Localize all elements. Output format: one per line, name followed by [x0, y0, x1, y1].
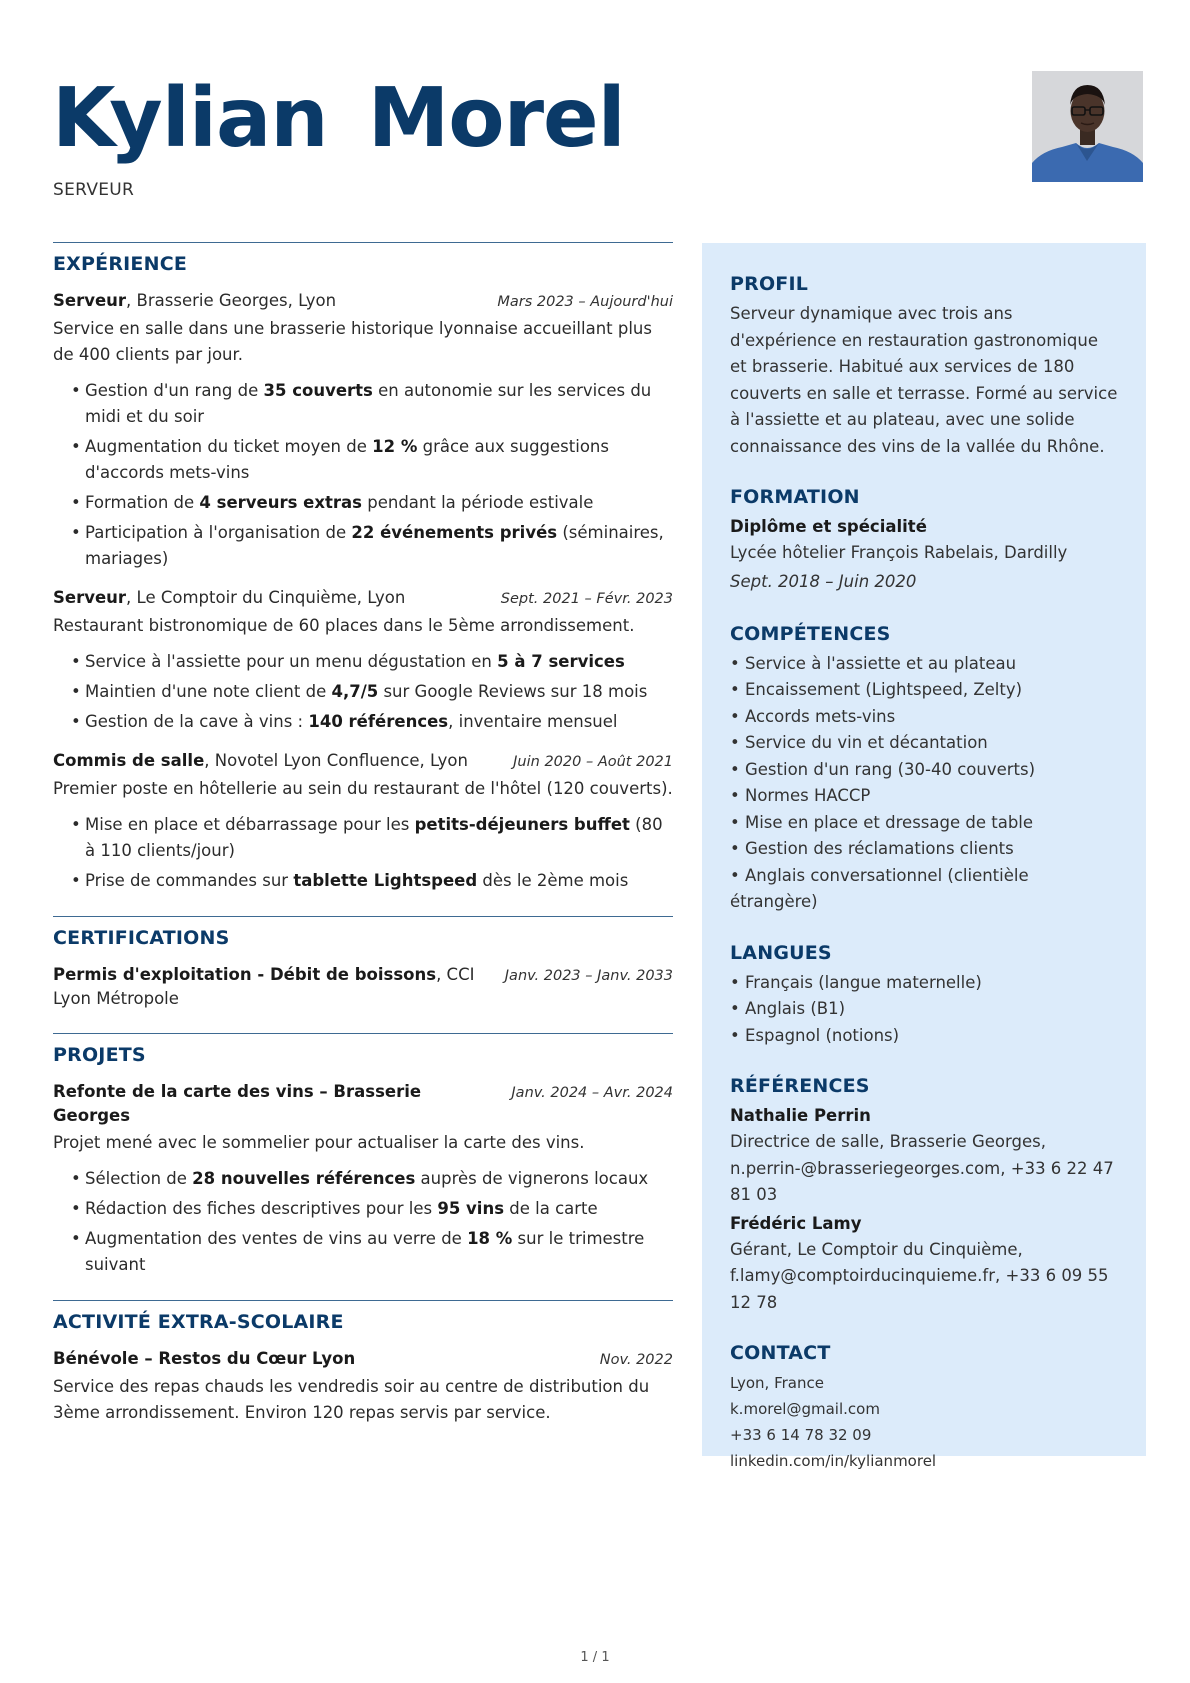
education-school: Lycée hôtelier François Rabelais, Dardilly [730, 543, 1068, 562]
extracurricular-heading: ACTIVITÉ EXTRA-SCOLAIRE [53, 1311, 344, 1333]
entry-place: , Brasserie Georges, Lyon [126, 291, 337, 310]
skill-item: • Gestion d'un rang (30-40 couverts) [730, 759, 1036, 779]
languages-section [730, 942, 1118, 1050]
entry-bullets [71, 378, 673, 572]
profile-photo-image [1032, 71, 1143, 182]
skills-list [730, 651, 1118, 916]
certification-date: Janv. 2023 – Janv. 2033 [504, 968, 673, 984]
contact-linkedin[interactable]: linkedin.com/in/kylianmorel [730, 1452, 937, 1470]
sidebar [702, 243, 1146, 1470]
experience-section [53, 242, 673, 894]
profile-text: Serveur dynamique avec trois ans d'expérience en restauration gastronomique et brasserie. Habitué aux services de 180 couverts en salle et terrasse. Formé au service à l'assiette et au plateau, avec une solide connaissance des vins de la vallée du Rhône. [730, 304, 1118, 456]
profile-heading: PROFIL [730, 273, 809, 295]
bullet-item: • Service à l'assiette pour un menu dégustation en 5 à 7 services [71, 649, 673, 675]
reference-details: Directrice de salle, Brasserie Georges, n.perrin-@brasseriegeorges.com, +33 6 22 47 81 03 [730, 1132, 1114, 1204]
education-date: Sept. 2018 – Juin 2020 [730, 571, 917, 591]
entry-date: Juin 2020 – Août 2021 [513, 754, 673, 770]
entry-description: Service en salle dans une brasserie historique lyonnaise accueillant plus de 400 clients par jour. [53, 319, 652, 364]
bullet-item: • Augmentation du ticket moyen de 12 % grâce aux suggestions d'accords mets-vins [71, 434, 673, 486]
certification-name: Permis d'exploitation - Débit de boissons [53, 965, 437, 984]
certification-issuer: , CCI Lyon Métropole [53, 965, 475, 1008]
bullet-item: • Augmentation des ventes de vins au verre de 18 % sur le trimestre suivant [71, 1226, 673, 1278]
project-title: Refonte de la carte des vins – Brasserie Georges [53, 1082, 422, 1125]
entry-place: , Le Comptoir du Cinquième, Lyon [126, 588, 406, 607]
skills-heading: COMPÉTENCES [730, 622, 891, 645]
entry-place: , Novotel Lyon Confluence, Lyon [204, 751, 468, 770]
first-name: Kylian [52, 71, 328, 166]
entry-role: Serveur [53, 291, 127, 310]
bullet-item: • Gestion d'un rang de 35 couverts en autonomie sur les services du midi et du soir [71, 378, 673, 430]
bullet-item: • Participation à l'organisation de 22 événements privés (séminaires, mariages) [71, 520, 673, 572]
languages-heading: LANGUES [730, 941, 832, 964]
project-description: Projet mené avec le sommelier pour actualiser la carte des vins. [53, 1133, 585, 1152]
bullet-item: • Sélection de 28 nouvelles références auprès de vignerons locaux [71, 1166, 673, 1192]
references-heading: RÉFÉRENCES [730, 1075, 870, 1097]
skill-item: • Gestion des réclamations clients [730, 839, 1014, 858]
entry-description: Premier poste en hôtellerie au sein du restaurant de l'hôtel (120 couverts). [53, 779, 673, 798]
experience-entry [53, 289, 673, 572]
skill-item: • Encaissement (Lightspeed, Zelty) [730, 680, 1023, 699]
reference-name: Nathalie Perrin [730, 1106, 871, 1125]
education-section [730, 486, 1118, 597]
entry-bullets [71, 812, 673, 894]
project-entry [53, 1080, 673, 1278]
profile-photo [1032, 71, 1143, 182]
experience-entry [53, 749, 673, 894]
project-date: Janv. 2024 – Avr. 2024 [511, 1085, 673, 1101]
extracurricular-entry [53, 1347, 673, 1426]
contact-phone[interactable]: +33 6 14 78 32 09 [730, 1426, 872, 1444]
skill-item: • Normes HACCP [730, 786, 871, 805]
reference-details: Gérant, Le Comptoir du Cinquième, f.lamy@comptoirducinquieme.fr, +33 6 09 55 12 78 [730, 1239, 1109, 1312]
certifications-heading: CERTIFICATIONS [53, 927, 230, 949]
contact-email[interactable]: k.morel@gmail.com [730, 1400, 880, 1418]
activity-description: Service des repas chauds les vendredis soir au centre de distribution du 3ème arrondissement. Environ 120 repas servis par service. [53, 1377, 650, 1422]
bullet-item: • Formation de 4 serveurs extras pendant la période estivale [71, 490, 673, 516]
skills-section [730, 623, 1118, 916]
activity-title: Bénévole – Restos du Cœur Lyon [53, 1349, 356, 1368]
projects-heading: PROJETS [53, 1044, 146, 1066]
entry-role: Commis de salle [53, 751, 205, 770]
entry-bullets [71, 649, 673, 735]
extracurricular-section [53, 1300, 673, 1426]
bullet-item: • Maintien d'une note client de 4,7/5 sur Google Reviews sur 18 mois [71, 679, 673, 705]
job-title: SERVEUR [53, 180, 135, 200]
language-item: • Anglais (B1) [730, 999, 846, 1018]
project-bullets [71, 1166, 673, 1278]
language-item: • Espagnol (notions) [730, 1025, 900, 1045]
contact-heading: CONTACT [730, 1342, 831, 1364]
language-item: • Français (langue maternelle) [730, 972, 982, 992]
entry-date: Mars 2023 – Aujourd'hui [497, 294, 673, 310]
main-column [53, 242, 673, 1448]
entry-date: Sept. 2021 – Févr. 2023 [500, 591, 673, 607]
education-degree: Diplôme et spécialité [730, 517, 927, 536]
skill-item: • Mise en place et dressage de table [730, 812, 1034, 832]
bullet-item: • Gestion de la cave à vins : 140 références, inventaire mensuel [71, 709, 673, 735]
skill-item: • Accords mets-vins [730, 706, 896, 726]
languages-list [730, 970, 1118, 1050]
reference-name: Frédéric Lamy [730, 1213, 862, 1233]
page-number: 1 / 1 [580, 1650, 610, 1665]
experience-heading: EXPÉRIENCE [53, 253, 188, 275]
references-section [730, 1075, 1118, 1316]
candidate-name [52, 71, 625, 166]
contact-location: Lyon, France [730, 1374, 824, 1392]
projects-section [53, 1033, 673, 1278]
certifications-section [53, 916, 673, 1011]
certification-entry [53, 963, 673, 1011]
education-heading: FORMATION [730, 486, 860, 508]
bullet-item: • Rédaction des fiches descriptives pour les 95 vins de la carte [71, 1196, 673, 1222]
skill-item: • Service du vin et décantation [730, 733, 988, 752]
profile-section [730, 273, 1118, 460]
bullet-item: • Prise de commandes sur tablette Lightspeed dès le 2ème mois [71, 868, 673, 894]
last-name: Morel [367, 71, 625, 166]
activity-date: Nov. 2022 [599, 1352, 673, 1368]
entry-description: Restaurant bistronomique de 60 places dans le 5ème arrondissement. [53, 616, 635, 635]
skill-item: • Service à l'assiette et au plateau [730, 653, 1017, 673]
experience-entry [53, 586, 673, 735]
bullet-item: • Mise en place et débarrassage pour les petits-déjeuners buffet (80 à 110 clients/jour) [71, 812, 673, 864]
entry-role: Serveur [53, 588, 127, 607]
skill-item: • Anglais conversationnel (clientièle étrangère) [730, 865, 1029, 911]
contact-section [730, 1342, 1118, 1474]
